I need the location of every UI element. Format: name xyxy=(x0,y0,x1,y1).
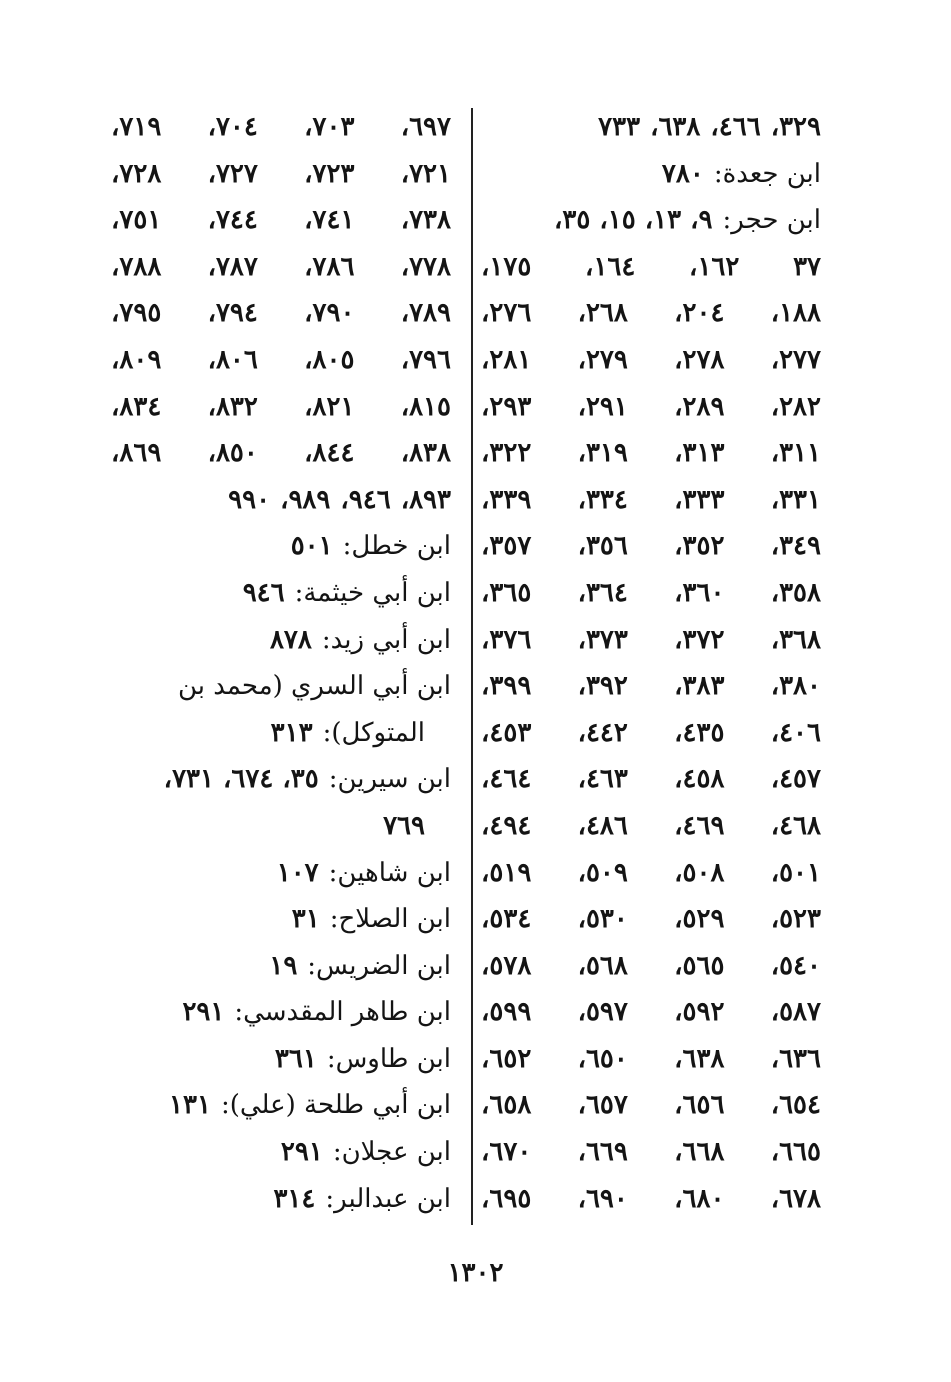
page-ref: ١٧٥، xyxy=(481,251,532,282)
entry-page-refs: ١٣١ xyxy=(169,1090,211,1121)
page-ref: ٣٥٢، xyxy=(674,531,725,562)
page-ref: ٣٥٧، xyxy=(481,531,532,562)
page-ref: ٤٤٢، xyxy=(577,717,628,748)
page-ref: ٨٣٢، xyxy=(207,391,258,422)
page-ref: ٣٣١، xyxy=(770,484,821,515)
page-ref: ٥٠٨، xyxy=(674,857,725,888)
page-refs-line xyxy=(481,663,821,710)
page-ref: ٣٥٨، xyxy=(770,577,821,608)
page-ref: ٨٣٨، xyxy=(400,438,451,469)
page-ref: ٦٩٥، xyxy=(481,1183,532,1214)
page-ref: ٩٤٦، xyxy=(340,484,391,515)
page-ref: ٢٧٧، xyxy=(770,344,821,375)
page-ref: ٧٩٠، xyxy=(304,298,355,329)
index-entry xyxy=(111,1082,451,1129)
page-refs-line xyxy=(481,384,821,431)
entry-name: ابن شاهين: xyxy=(328,857,451,888)
page-ref: ٢٠٤، xyxy=(674,298,725,329)
page-refs-line xyxy=(481,1176,821,1223)
page-ref: ٣٢٩، xyxy=(770,112,821,142)
page-refs-line xyxy=(481,803,821,850)
page-ref: ٦٥٤، xyxy=(770,1090,821,1121)
entry-page-refs: ٩، ١٣، ١٥، ٣٥، xyxy=(553,205,713,236)
page-refs-line xyxy=(481,570,821,617)
page-ref: ٦٨٠، xyxy=(674,1183,725,1214)
page-refs-line xyxy=(481,1082,821,1129)
index-entry xyxy=(111,1176,451,1223)
page-ref: ٢٧٦، xyxy=(481,298,532,329)
page-ref: ٧٧٨، xyxy=(400,251,451,282)
entry-name: ابن طاهر المقدسي: xyxy=(234,997,451,1028)
index-entry xyxy=(111,1036,451,1083)
page-refs-line xyxy=(481,1129,821,1176)
page-ref: ٧٢١، xyxy=(400,158,451,189)
page-ref: ٤٠٦، xyxy=(770,717,821,748)
page-ref: ٤٨٦، xyxy=(577,810,628,841)
page-ref: ٣٩٢، xyxy=(577,671,628,702)
page-ref: ٧٨٧، xyxy=(207,251,258,282)
page-ref: ٤٦٩، xyxy=(674,810,725,841)
page-refs-line xyxy=(481,477,821,524)
entry-page-refs: ٣٥، ٦٧٤، ٧٣١، xyxy=(163,764,319,795)
page-ref: ٦٥٦، xyxy=(674,1090,725,1121)
page-ref: ٧٨٩، xyxy=(400,298,451,329)
page-ref: ٧٩٤، xyxy=(207,298,258,329)
page-ref: ٣٤٩، xyxy=(770,531,821,562)
page-ref: ٤٥٣، xyxy=(481,717,532,748)
page-refs-line xyxy=(481,943,821,990)
page-ref: ٨١٥، xyxy=(400,391,451,422)
page-refs-line xyxy=(111,104,451,151)
page-ref: ٧٠٤، xyxy=(207,112,258,142)
page-refs-line xyxy=(481,337,821,384)
index-entry xyxy=(111,943,451,990)
page-ref: ٥٣٠، xyxy=(577,904,628,935)
entry-page-refs: ١٠٧ xyxy=(276,857,319,888)
page-ref: ٤٦٣، xyxy=(577,764,628,795)
page-ref: ٥٠٩، xyxy=(577,857,628,888)
entry-name: ابن أبي السري (محمد بن xyxy=(177,671,451,702)
page-ref: ٥٦٨، xyxy=(577,950,628,981)
page-ref: ٧٤١، xyxy=(304,205,355,236)
page-ref: ٣١٩، xyxy=(577,438,628,469)
page-ref: ٣٧٦، xyxy=(481,624,532,655)
page-ref: ٦٧٨، xyxy=(770,1183,821,1214)
page-ref: ٥٩٧، xyxy=(577,997,628,1028)
page-ref: ٧٢٣، xyxy=(304,158,355,189)
page-ref: ١٦٢، xyxy=(689,251,740,282)
page-ref: ٥٧٨، xyxy=(481,950,532,981)
page-ref: ٣١١، xyxy=(770,438,821,469)
index-entry xyxy=(111,523,451,570)
page-ref: ٥٤٠، xyxy=(770,950,821,981)
entry-page-refs: ٢٩١ xyxy=(280,1137,323,1168)
page-refs-line xyxy=(481,430,821,477)
page-ref: ٧٢٧، xyxy=(207,158,258,189)
page-refs-line xyxy=(481,896,821,943)
index-entry xyxy=(111,850,451,897)
page-ref: ٩٨٩، xyxy=(280,484,331,515)
entry-name: ابن سيرين: xyxy=(328,764,451,795)
page-number: ١٣٠٢ xyxy=(447,1258,504,1288)
entry-name: المتوكل): xyxy=(322,717,425,748)
index-column-right xyxy=(481,104,821,1222)
page-refs-line xyxy=(111,244,451,291)
page-ref: ٢٩٣، xyxy=(481,391,532,422)
page-ref: ٥٢٩، xyxy=(674,904,725,935)
page-ref: ٨٢١، xyxy=(304,391,355,422)
page-ref: ٧١٩، xyxy=(111,112,162,142)
page-ref: ٢٦٨، xyxy=(577,298,628,329)
index-column-left xyxy=(111,104,451,1222)
page-ref: ٤٥٧، xyxy=(770,764,821,795)
index-entry xyxy=(481,197,821,244)
page-ref: ٧٥١، xyxy=(111,205,162,236)
page-refs-line xyxy=(481,1036,821,1083)
page-refs-line xyxy=(111,803,451,850)
index-entry xyxy=(111,896,451,943)
page-ref: ٩٩٠ xyxy=(228,484,271,515)
page-refs-line xyxy=(111,384,451,431)
page-refs-line xyxy=(111,477,451,524)
page-ref: ٤٦٤، xyxy=(481,764,532,795)
page-ref: ٦٦٥، xyxy=(770,1137,821,1168)
page-ref: ٦٣٦، xyxy=(770,1043,821,1074)
page-ref: ٢٩١، xyxy=(577,391,628,422)
page-ref: ٢٧٨، xyxy=(674,344,725,375)
page-ref: ٦٣٨، xyxy=(674,1043,725,1074)
page-ref: ٢٧٩، xyxy=(577,344,628,375)
page-ref: ٣٩٩، xyxy=(481,671,532,702)
entry-page-refs: ٣٦١ xyxy=(274,1043,317,1074)
page-ref: ٨٠٦، xyxy=(207,344,258,375)
page-ref: ٦٧٠، xyxy=(481,1137,532,1168)
page-ref: ١٦٤، xyxy=(585,251,636,282)
page-ref: ٥٠١، xyxy=(770,857,821,888)
page-ref: ٤٣٥، xyxy=(674,717,725,748)
index-entry xyxy=(111,570,451,617)
page-ref: ٣٦٨، xyxy=(770,624,821,655)
index-entry xyxy=(481,151,821,198)
index-entry xyxy=(111,1129,451,1176)
page-ref: ٢٨٩، xyxy=(674,391,725,422)
page-ref: ٦٥٧، xyxy=(577,1090,628,1121)
entry-name: ابن عبدالبر: xyxy=(325,1183,451,1214)
page-ref: ٧٩٦، xyxy=(400,344,451,375)
page-ref: ٧٨٨، xyxy=(111,251,162,282)
page-refs-line xyxy=(111,197,451,244)
page-ref: ٣٣٣، xyxy=(674,484,725,515)
page-ref: ٢٨١، xyxy=(481,344,532,375)
page-ref: ٥٩٩، xyxy=(481,997,532,1028)
entry-page-refs: ٣١ xyxy=(291,904,320,935)
page-ref: ٣٣٩، xyxy=(481,484,532,515)
entry-name: ابن جعدة: xyxy=(713,158,821,189)
entry-name: ابن عجلان: xyxy=(332,1137,451,1168)
index-entry xyxy=(111,663,451,710)
index-entry xyxy=(111,710,451,757)
page-ref: ٤٩٤، xyxy=(481,810,532,841)
page-ref: ٣٥٦، xyxy=(577,531,628,562)
page-ref: ٧٣٣ xyxy=(598,112,641,142)
page-ref: ٣٧٢، xyxy=(674,624,725,655)
page-ref: ٦٣٨، xyxy=(650,112,701,142)
entry-name: ابن خطل: xyxy=(342,531,451,562)
page-ref: ٧٨٦، xyxy=(304,251,355,282)
page-ref: ٦٥٠، xyxy=(577,1043,628,1074)
page-ref: ٣٦٥، xyxy=(481,577,532,608)
entry-name: ابن طاوس: xyxy=(326,1043,451,1074)
page-ref: ٧٠٣، xyxy=(304,112,355,142)
index-entry xyxy=(111,617,451,664)
page-refs-line xyxy=(111,337,451,384)
page-refs-line xyxy=(481,756,821,803)
page-ref: ٨٤٤، xyxy=(304,438,355,469)
page-ref: ٣٧٣، xyxy=(577,624,628,655)
page-ref: ٧٤٤، xyxy=(207,205,258,236)
page-ref: ٧٦٩ xyxy=(383,810,425,841)
page-ref: ٥٨٧، xyxy=(770,997,821,1028)
entry-name: ابن حجر: xyxy=(722,205,821,236)
page-ref: ٥٢٣، xyxy=(770,904,821,935)
page-ref: ٨٠٩، xyxy=(111,344,162,375)
page-ref: ٣٦٠، xyxy=(674,577,725,608)
entry-page-refs: ٣١٣ xyxy=(270,717,313,748)
page-ref: ٣٨٠، xyxy=(770,671,821,702)
column-divider xyxy=(471,108,473,1225)
page-refs-line xyxy=(481,104,821,151)
page-ref: ٥٩٢، xyxy=(674,997,725,1028)
page-refs-line xyxy=(111,430,451,477)
index-entry xyxy=(111,989,451,1036)
page-ref: ٦٦٩، xyxy=(577,1137,628,1168)
page-ref: ٦٥٢، xyxy=(481,1043,532,1074)
entry-page-refs: ٢٩١ xyxy=(182,997,225,1028)
entry-page-refs: ٩٤٦ xyxy=(242,577,285,608)
page-refs-line xyxy=(481,523,821,570)
page-ref: ٣٨٣، xyxy=(674,671,725,702)
page-ref: ٨٩٣، xyxy=(400,484,451,515)
page-ref: ٣١٣، xyxy=(674,438,725,469)
page-refs-line xyxy=(111,151,451,198)
page-refs-line xyxy=(481,850,821,897)
page-ref: ٨٠٥، xyxy=(304,344,355,375)
entry-page-refs: ١٩ xyxy=(269,950,298,981)
entry-page-refs: ٣١٤ xyxy=(273,1183,316,1214)
page-ref: ٦٥٨، xyxy=(481,1090,532,1121)
entry-page-refs: ٧٨٠ xyxy=(661,158,704,189)
entry-name: ابن أبي طلحة (علي): xyxy=(220,1090,451,1121)
page-ref: ١٨٨، xyxy=(770,298,821,329)
page-ref: ٥٦٥، xyxy=(674,950,725,981)
page-ref: ٥١٩، xyxy=(481,857,532,888)
page-ref: ٦٦٨، xyxy=(674,1137,725,1168)
entry-name: ابن الصلاح: xyxy=(329,904,451,935)
page-ref: ٨٥٠، xyxy=(207,438,258,469)
entry-name: ابن أبي خيثمة: xyxy=(294,577,451,608)
entry-page-refs: ٨٧٨ xyxy=(269,624,312,655)
page-ref: ٧٣٨، xyxy=(400,205,451,236)
page-ref: ٧٩٥، xyxy=(111,298,162,329)
page-ref: ٤٥٨، xyxy=(674,764,725,795)
page-ref: ٨٦٩، xyxy=(111,438,162,469)
index-entry xyxy=(111,756,451,803)
entry-name: ابن الضريس: xyxy=(307,950,451,981)
page-ref: ٧٢٨، xyxy=(111,158,162,189)
page-ref: ٤٦٦، xyxy=(710,112,761,142)
page-refs-line xyxy=(481,710,821,757)
page-refs-line xyxy=(481,244,821,291)
page-refs-line xyxy=(481,617,821,664)
page-ref: ٣٧ xyxy=(793,251,821,282)
page-ref: ٦٩٠، xyxy=(577,1183,628,1214)
page-ref: ٣٢٢، xyxy=(481,438,532,469)
page-ref: ٥٣٤، xyxy=(481,904,532,935)
entry-name: ابن أبي زيد: xyxy=(321,624,451,655)
page-ref: ٣٦٤، xyxy=(577,577,628,608)
entry-page-refs: ٥٠١ xyxy=(290,531,333,562)
page-ref: ٢٨٢، xyxy=(770,391,821,422)
page-refs-line xyxy=(481,989,821,1036)
page-refs-line xyxy=(481,290,821,337)
page-ref: ٨٣٤، xyxy=(111,391,162,422)
page-ref: ٦٩٧، xyxy=(400,112,451,142)
page-ref: ٤٦٨، xyxy=(770,810,821,841)
page-ref: ٣٣٤، xyxy=(577,484,628,515)
page-refs-line xyxy=(111,290,451,337)
